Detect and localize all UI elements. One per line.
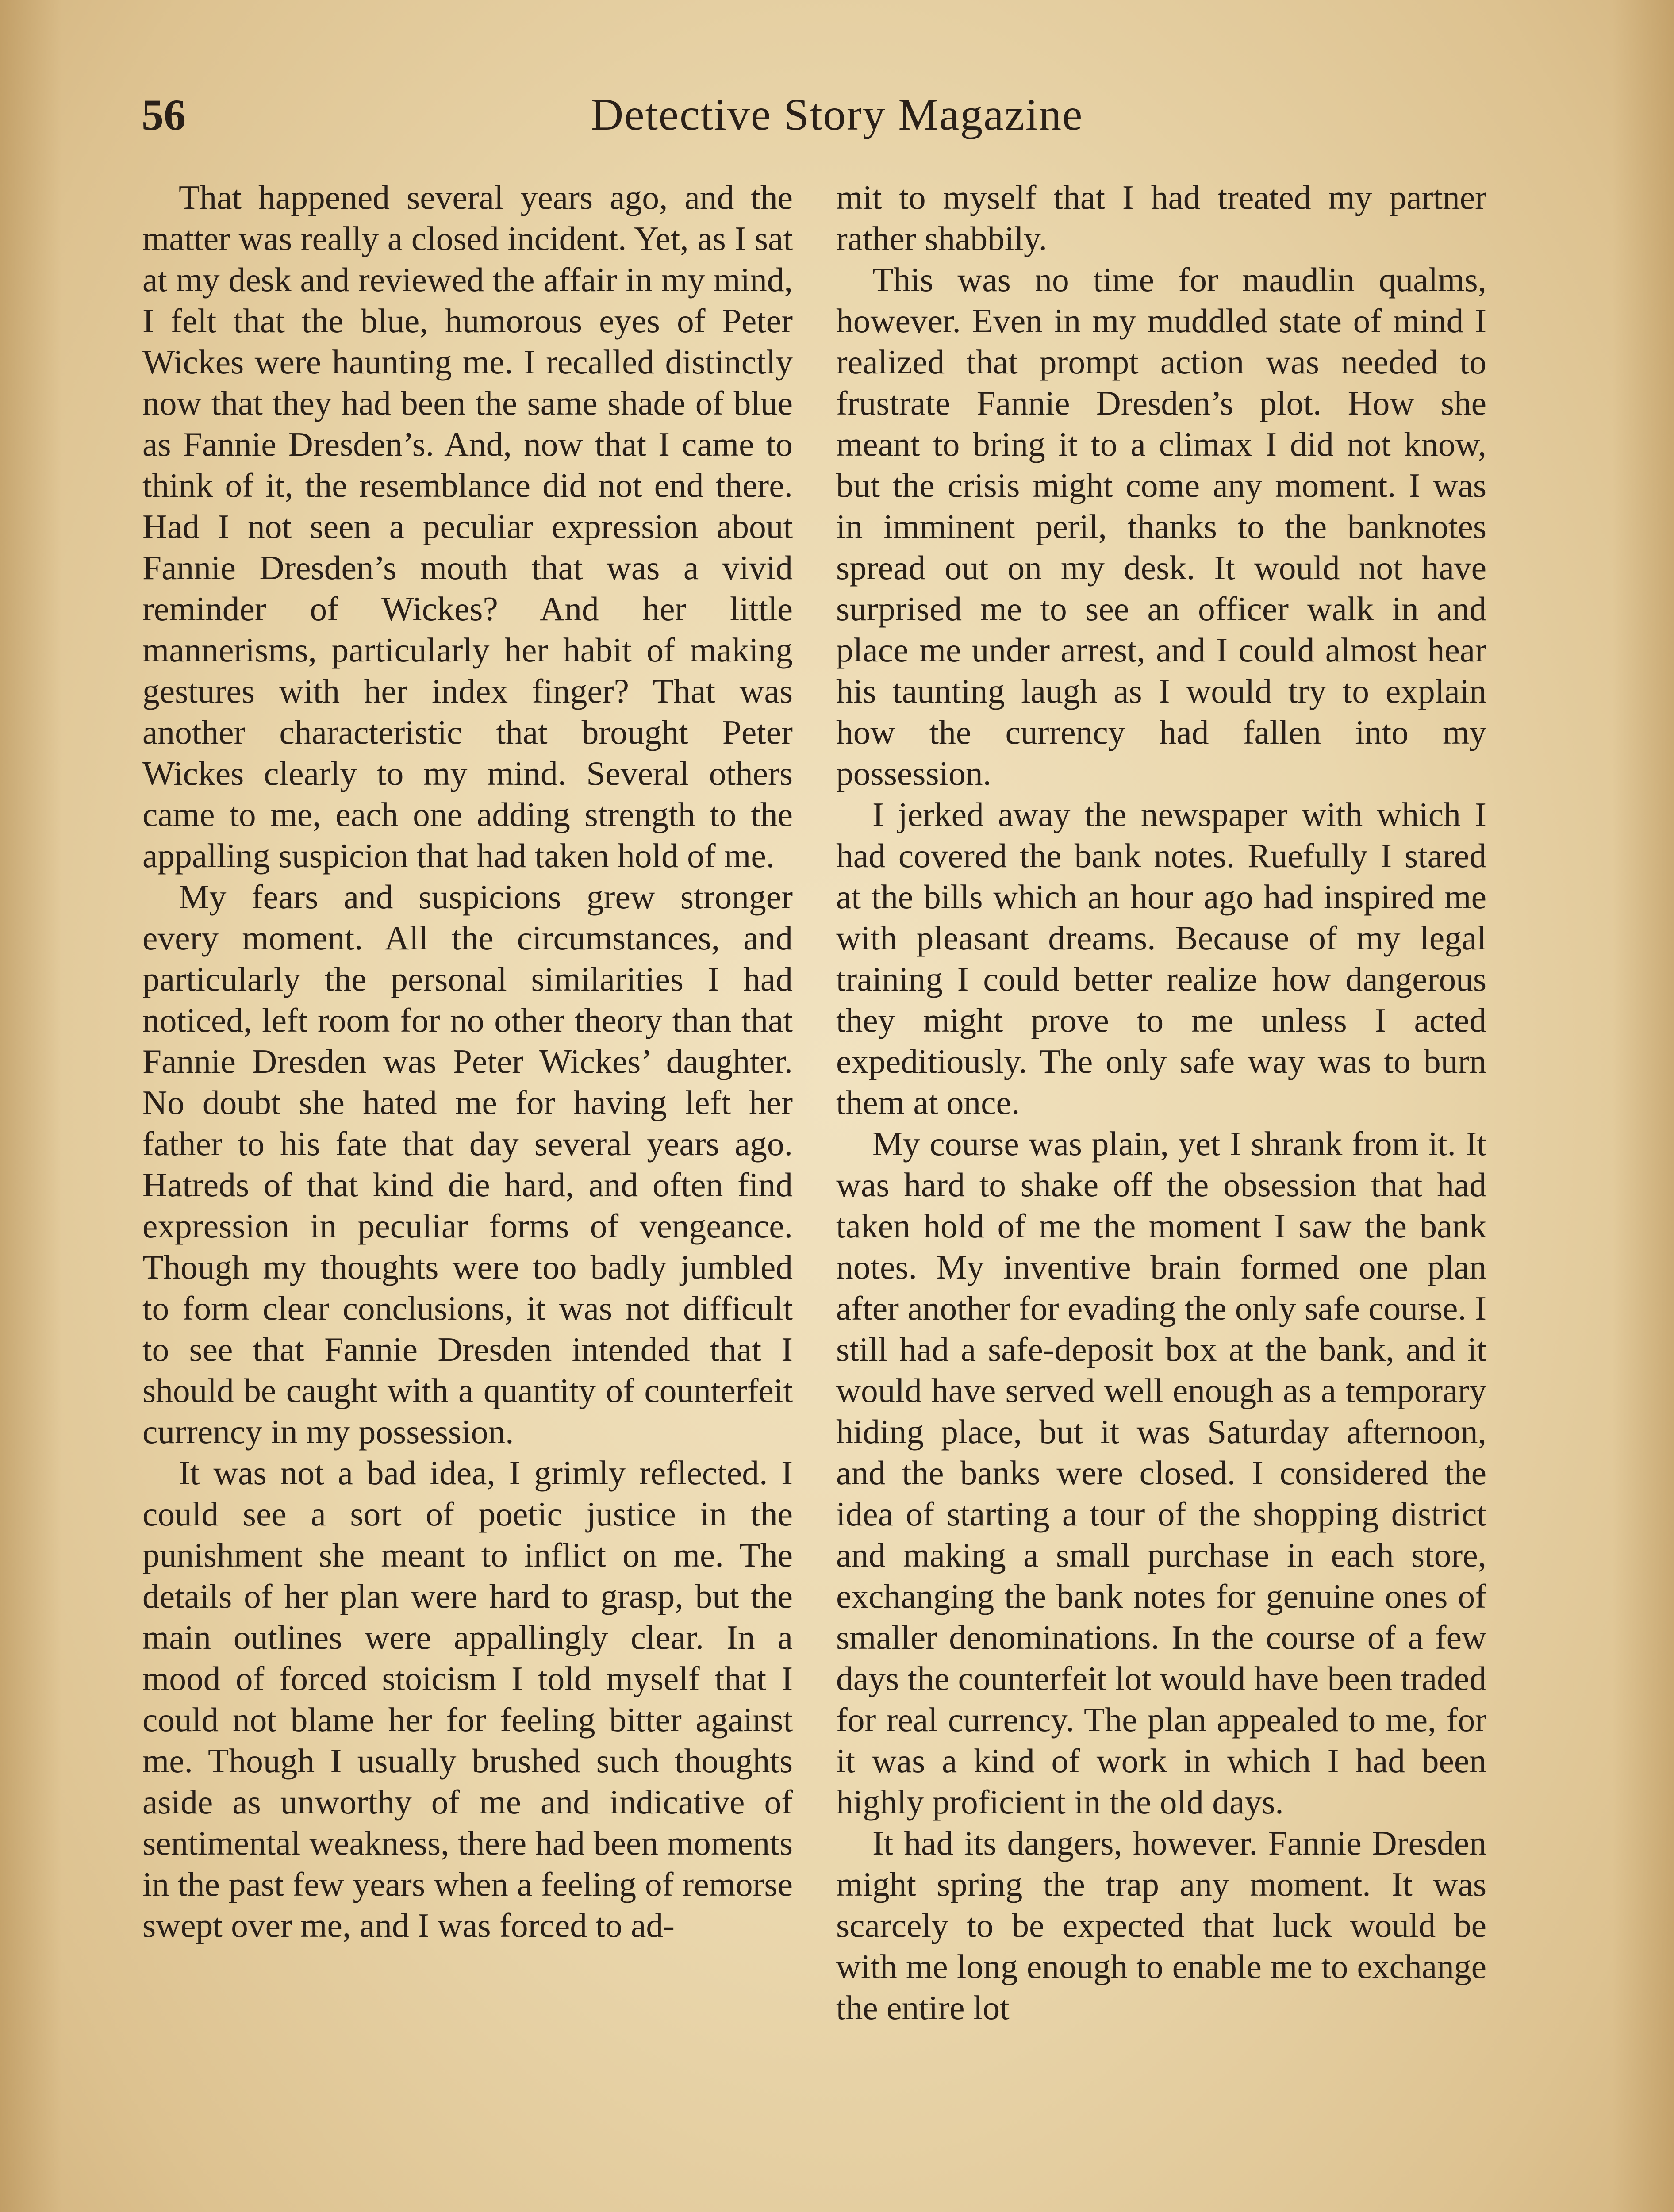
paragraph: It had its dangers, however. Fannie Dresden might spring the trap any moment. It was scarcely to be expected that luck would be with me long enough to enable me to exchange the entire lot bbox=[836, 1824, 1486, 2027]
page-number: 56 bbox=[142, 90, 186, 139]
paragraph: My fears and suspicions grew stronger every moment. All the circumstances, and particularly the personal similarities I had noticed, left room for no other theory than that Fannie Dresden was Peter Wickes’ daughter. No doubt she hated me for having left her father to his fate that day several years ago. Hatreds of that kind die hard, and often find expression in peculiar forms of vengeance. Though my thoughts were too badly jumbled to form clear conclusions, it was not difficult to see that Fannie Dresden intended that I should be caught with a quantity of counterfeit currency in my possession. bbox=[142, 878, 793, 1451]
page-edge-stain-left bbox=[0, 0, 62, 2212]
left-column bbox=[142, 177, 793, 1946]
paragraph-continued: mit to myself that I had treated my partner rather shabbily. bbox=[836, 178, 1486, 257]
running-title: Detective Story Magazine bbox=[591, 90, 1083, 140]
page-edge-stain-right bbox=[1612, 0, 1674, 2212]
paragraph: That happened several years ago, and the matter was really a closed incident. Yet, as I sat at my desk and reviewed the affair in my mind, I felt that the blue, humorous eyes of Peter Wickes were haunting me. I recalled distinctly now that they had been the same shade of blue as Fannie Dresden’s. And, now that I came to think of it, the resemblance did not end there. Had I not seen a peculiar expression about Fannie Dresden’s mouth that was a vivid reminder of Wickes? And her little mannerisms, particularly her habit of making gestures with her index finger? That was another characteristic that brought Peter Wickes clearly to my mind. Several others came to me, each one adding strength to the appalling suspicion that had taken hold of me. bbox=[142, 178, 793, 875]
paragraph: My course was plain, yet I shrank from it. It was hard to shake off the obsession that had taken hold of me the moment I saw the bank notes. My inventive brain formed one plan after another for evading the only safe course. I still had a safe-deposit box at the bank, and it would have served well enough as a temporary hiding place, but it was Saturday afternoon, and the banks were closed. I considered the idea of starting a tour of the shopping district and making a small purchase in each store, exchanging the bank notes for genuine ones of smaller denominations. In the course of a few days the counterfeit lot would have been traded for real currency. The plan appealed to me, for it was a kind of work in which I had been highly proficient in the old days. bbox=[836, 1125, 1486, 1821]
paragraph: This was no time for maudlin qualms, however. Even in my muddled state of mind I realized that prompt action was needed to frustrate Fannie Dresden’s plot. How she meant to bring it to a climax I did not know, but the crisis might come any moment. I was in imminent peril, thanks to the banknotes spread out on my desk. It would not have surprised me to see an officer walk in and place me under arrest, and I could almost hear his taunting laugh as I would try to explain how the currency had fallen into my possession. bbox=[836, 261, 1486, 792]
paragraph: It was not a bad idea, I grimly reflected. I could see a sort of poetic justice in the punishment she meant to inflict on me. The details of her plan were hard to grasp, but the main outlines were appallingly clear. In a mood of forced stoicism I told myself that I could not blame her for feeling bitter against me. Though I usually brushed such thoughts aside as unworthy of me and indicative of sentimental weakness, there had been moments in the past few years when a feeling of remorse swept over me, and I was forced to ad- bbox=[142, 1454, 793, 1944]
paragraph: I jerked away the newspaper with which I had covered the bank notes. Ruefully I stared at the bills which an hour ago had inspired me with pleasant dreams. Because of my legal training I could better realize how dangerous they might prove to me unless I acted expeditiously. The only safe way was to burn them at once. bbox=[836, 795, 1486, 1121]
right-column bbox=[836, 177, 1486, 2028]
page-header bbox=[0, 88, 1674, 142]
